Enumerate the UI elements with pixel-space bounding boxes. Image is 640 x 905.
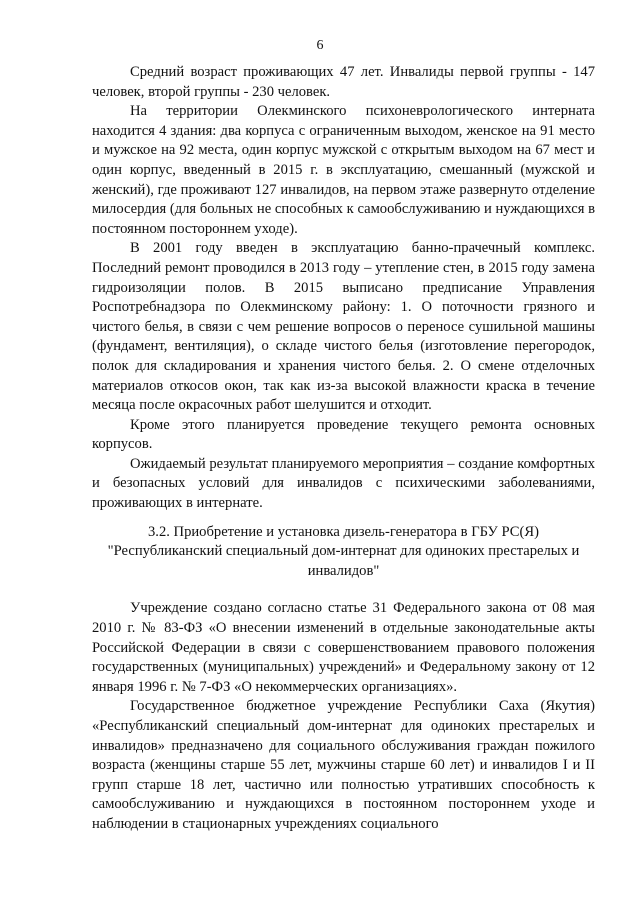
paragraph-laundry-complex: В 2001 году введен в эксплуатацию банно-прачечный комплекс. Последний ремонт проводился в 2013 году – утепление стен, в 2015 году замена гидроизоляции полов. В 2015 выписано предписание Управления Роспотребнадзора по Олекминскому району: 1. О поточности грязного и чистого белья, в связи с чем решение вопросов о переносе сушильной машины (фундамент, вентиляция), о складе чистого белья (изготовление перегородок, полок для складирования и хранения чистого белья. 2. О смене отделочных материалов откосов окон, так как из-за высокой влажности краска в течение месяца после окрасочных работ шелушится и отходит. bbox=[92, 240, 595, 414]
paragraph-repair-plan: Кроме этого планируется проведение текущего ремонта основных корпусов. bbox=[92, 416, 595, 453]
section-heading-line-1: 3.2. Приобретение и установка дизель-генератора в ГБУ РС(Я) bbox=[148, 523, 539, 540]
paragraph-expected-result: Ожидаемый результат планируемого мероприятия – создание комфортных и безопасных условий для инвалидов с психическими заболеваниями, проживающих в интернате. bbox=[92, 455, 595, 512]
paragraph-institution-purpose: Государственное бюджетное учреждение Республики Саха (Якутия) «Республиканский специальный дом-интернат для одиноких престарелых и инвалидов» предназначено для социального обслуживания граждан пожилого возраста (женщины старше 55 лет, мужчины старше 60 лет) и инвалидов I и II групп старше 18 лет, частично или полностью утративших способность к самообслуживанию и нуждающихся в постоянном постороннем уходе и наблюдении в стационарных учреждениях социального bbox=[92, 698, 595, 832]
paragraph-institution-founding: Учреждение создано согласно статье 31 Федерального закона от 08 мая 2010 г. № 83-ФЗ «О внесении изменений в отдельные законодательные акты Российской Федерации в связи с совершенствованием правового положения государственных (муниципальных) учреждений» и Федеральному закону от 12 января 1996 г. № 7-ФЗ «О некоммерческих организациях». bbox=[92, 600, 595, 695]
paragraph-buildings: На территории Олекминского психоневрологического интерната находится 4 здания: два корпуса с ограниченным выходом, женское на 91 место и мужское на 92 места, один корпус мужской с открытым выходом на 67 мест и один корпус, введенный в 2015 г. в эксплуатацию, смешанный (мужской и женский), где проживают 127 инвалидов, на первом этаже развернуто отделение милосердия (для больных не способных к самообслуживанию и нуждающихся в постоянном постороннем уходе). bbox=[92, 103, 595, 237]
document-body bbox=[92, 63, 595, 835]
paragraph-residents-age: Средний возраст проживающих 47 лет. Инвалиды первой группы - 147 человек, второй группы - 230 человек. bbox=[92, 64, 595, 100]
section-heading-3-2 bbox=[92, 523, 595, 582]
section-heading-line-2: "Республиканский специальный дом-интернат для одиноких престарелых и инвалидов" bbox=[107, 543, 580, 579]
page-number: 6 bbox=[316, 38, 324, 53]
